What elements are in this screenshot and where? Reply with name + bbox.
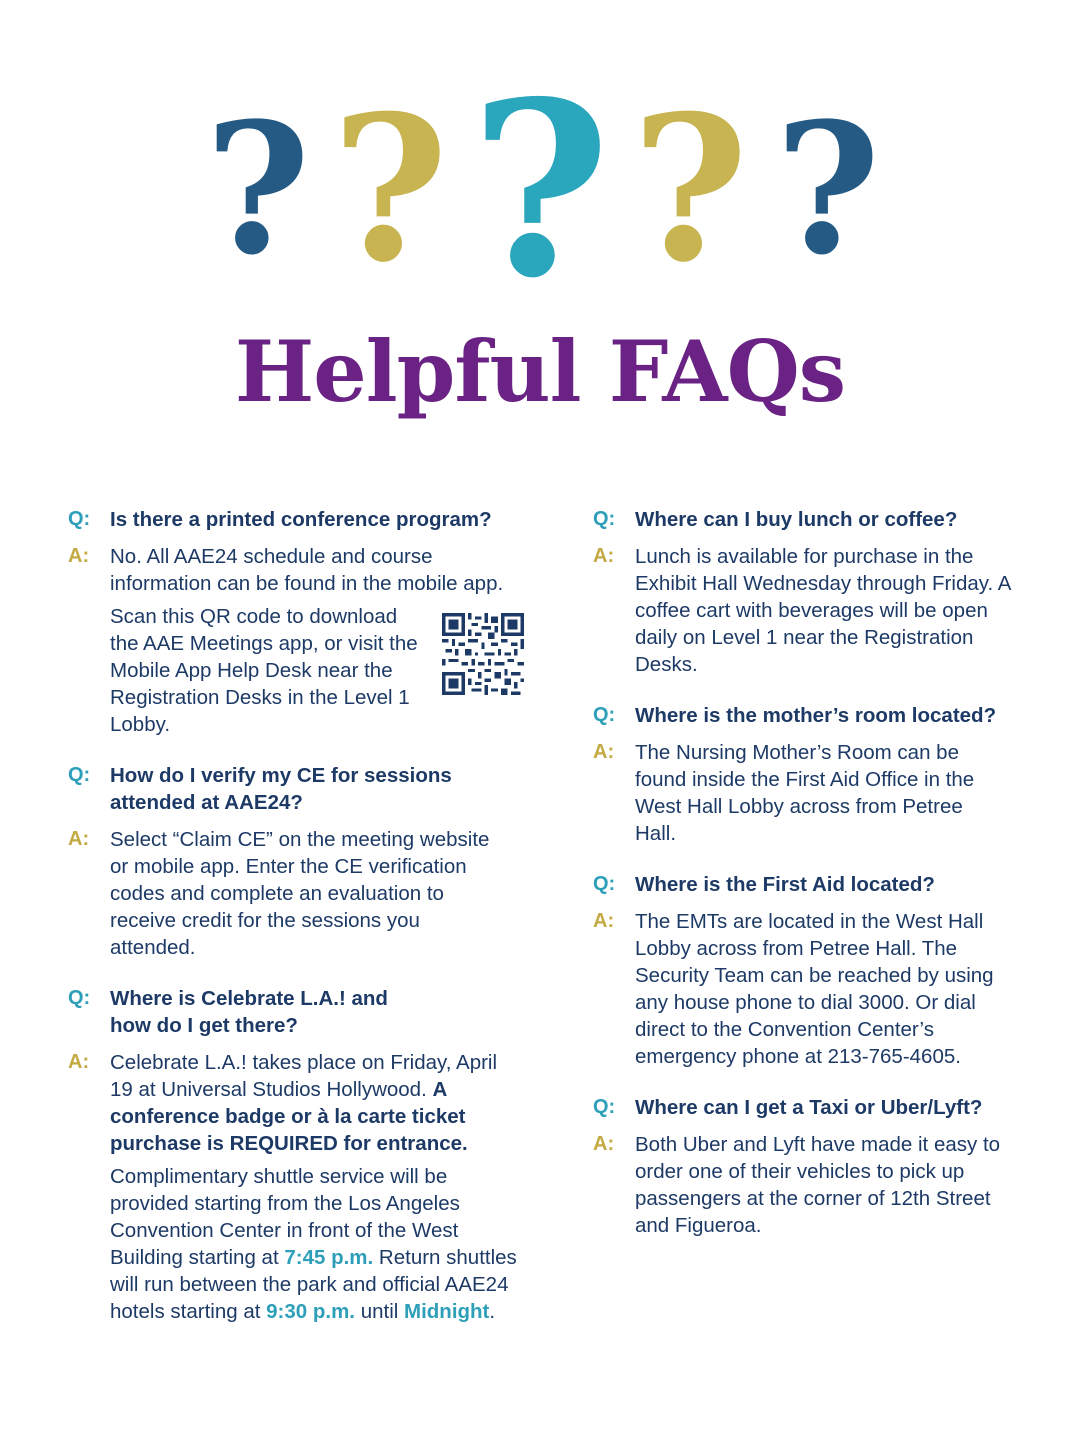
answer-text [110, 1049, 520, 1157]
answer-text: Both Uber and Lyft have made it easy to order one of their vehicles to pick up passengers at the corner of 12th Street and Figueroa. [635, 1133, 1001, 1237]
answer-text: Scan this QR code to download the AAE Meetings app, or visit the Mobile App Help Desk near the Registration Desks in the Level 1 Lobby. [110, 605, 418, 736]
answer-text-segment: Complimentary shuttle service will be provided starting from the Los Angeles Convention Center in front of the West Building starting at [110, 1165, 460, 1269]
a-label: A: [593, 545, 615, 567]
faq-question [593, 1094, 1023, 1121]
faq-question [593, 871, 1023, 898]
question-text: How do I verify my CE for sessions attended at AAE24? [110, 764, 452, 814]
q-label: Q: [593, 704, 616, 726]
a-label: A: [68, 828, 90, 850]
faq-item [593, 702, 1023, 847]
question-mark-icon: ? [205, 84, 311, 295]
answer-text: No. All AAE24 schedule and course information can be found in the mobile app. [110, 545, 504, 595]
q-label: Q: [68, 508, 91, 530]
question-text: Where can I buy lunch or coffee? [635, 508, 958, 531]
q-label: Q: [68, 987, 91, 1009]
qr-code-icon [442, 613, 524, 695]
answer-text: Celebrate L.A.! takes place on Friday, April 19 at Universal Studios Hollywood. [110, 1051, 498, 1101]
faq-answer [68, 826, 538, 961]
question-marks-banner [0, 0, 1080, 331]
faq-column-right [593, 506, 1023, 1239]
question-mark-icon: ? [631, 72, 749, 307]
time-highlight: 7:45 p.m. [284, 1246, 374, 1269]
faq-item [593, 871, 1023, 1070]
faq-answer [68, 543, 538, 738]
answer-text-segment: Return shuttles will run between the park and official AAE24 hotels starting at [110, 1246, 517, 1323]
faq-answer [593, 739, 1023, 847]
a-label: A: [68, 1051, 90, 1073]
faq-item [68, 985, 538, 1325]
answer-text-segment: . [489, 1300, 496, 1323]
answer-text [110, 1163, 520, 1325]
q-label: Q: [68, 764, 91, 786]
faq-question [68, 506, 538, 533]
faq-item [68, 506, 538, 738]
question-mark-icon: ? [775, 84, 881, 295]
question-text: Where is Celebrate L.A.! and how do I get there? [110, 987, 388, 1037]
required-notice: A conference badge or à la carte ticket purchase is REQUIRED for entrance. [110, 1078, 468, 1155]
faq-question [593, 506, 1023, 533]
question-text: Where is the mother’s room located? [635, 704, 997, 727]
faq-item [593, 506, 1023, 678]
question-text: Where is the First Aid located? [635, 873, 935, 896]
time-highlight: Midnight [404, 1300, 490, 1323]
answer-text: The EMTs are located in the West Hall Lobby across from Petree Hall. The Security Team can be reached by using any house phone to dial 3000. Or dial direct to the Convention Center’s emergency phone at 213-765-4605. [635, 910, 994, 1068]
q-label: Q: [593, 508, 616, 530]
faq-column-left [68, 506, 538, 1325]
question-text: Is there a printed conference program? [110, 508, 492, 531]
faq-answer [68, 1049, 538, 1325]
answer-text: Lunch is available for purchase in the Exhibit Hall Wednesday through Friday. A coffee cart with beverages will be open daily on Level 1 near the Registration Desks. [635, 545, 1011, 676]
faq-answer [593, 908, 1023, 1070]
a-label: A: [593, 910, 615, 932]
faq-question [68, 762, 538, 816]
question-text: Where can I get a Taxi or Uber/Lyft? [635, 1096, 983, 1119]
faq-item [68, 762, 538, 961]
question-mark-icon: ? [331, 72, 449, 307]
question-mark-icon: ? [470, 49, 611, 331]
page-title: Helpful FAQs [234, 322, 846, 421]
time-highlight: 9:30 p.m. [266, 1300, 355, 1323]
q-label: Q: [593, 873, 616, 895]
faq-question [593, 702, 1023, 729]
answer-text: The Nursing Mother’s Room can be found inside the First Aid Office in the West Hall Lobby across from Petree Hall. [635, 741, 975, 845]
answer-text-segment: until [355, 1300, 404, 1323]
q-label: Q: [593, 1096, 616, 1118]
faq-answer [593, 1131, 1023, 1239]
a-label: A: [68, 545, 90, 567]
faq-question [68, 985, 538, 1039]
faq-answer [593, 543, 1023, 678]
answer-text: Select “Claim CE” on the meeting website or mobile app. Enter the CE verification codes and complete an evaluation to receive credit for the sessions you attended. [110, 828, 490, 959]
faq-item [593, 1094, 1023, 1239]
a-label: A: [593, 741, 615, 763]
a-label: A: [593, 1133, 615, 1155]
